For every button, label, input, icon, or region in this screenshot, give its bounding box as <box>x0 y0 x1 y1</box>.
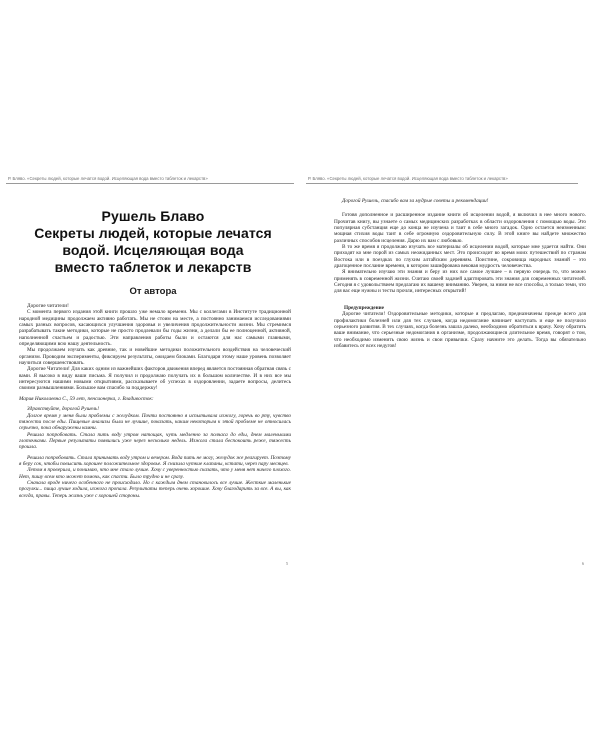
title-line: вместо таблеток и лекарств <box>54 259 252 275</box>
letter-paragraph: Здравствуйте, дорогой Рушель! <box>27 406 100 413</box>
running-header: Р. Бляво. «Секреты людей, которые лечатся водой. Исцеляющая вода вместо таблеток и лекарств» <box>8 176 208 181</box>
title-line: Секреты людей, которые лечатся <box>34 225 272 241</box>
book-title <box>6 208 300 276</box>
left-page <box>6 176 300 572</box>
page-number: 6 <box>582 561 584 566</box>
warning-paragraph: Дорогие читатели! Оздоровительные методики, которые я предлагаю, предназначены прежде всего для профилактики болезней или для тех случаев, когда недомогание начинает наступать и еще не получило серьезного развития. В тех случаях, когда болезнь зашла далеко, необходимо обратиться к врачу. Хочу обратить ваше внимание, что серьезные недомогания в организме, продолжающиеся длительное время, говорят о том, что необходимо изменить свою жизнь и свои привычки. Сразу начните это делать. Тогда вы обязательно избавитесь от всех недугов! <box>334 311 586 349</box>
letter-paragraph: Долгое время у меня были проблемы с желудком. Почти постоянно я испытывала изжогу, горечь во рту, чувство тяжести после еды. Пищевые анализы были не лучшие, показать, каким некоторым к этой проблеме не относилась серьезно, пока обнаружены камни. <box>19 412 291 432</box>
letter-closing: Дорогой Рушель, спасибо вам за мудрые советы и рекомендации! <box>342 198 489 204</box>
paragraph: Мы продолжаем изучать как древние, так и новейшие методики положительного воздействия на человеческий организм. Проводим эксперименты, фиксируем результаты, ожидаем блоками. Благодаря этому наше уровень позволяет научиться совершенствовать. <box>19 347 291 367</box>
title-line: Рушель Блаво <box>101 208 205 224</box>
paragraph: Дорогие Читатели! Для каких одним из важнейших факторов движения вперед является постоянная обратная связь с вами. Я высоко в виду ваши письма. Я получил и продолжаю получать их в большом количестве. И в них все мы интересуются нашими новыми открытиями, рассказываете об успехах в оздоровлении, задаете вопросы, делитесь своими размышлениями. Большое вам спасибо за поддержку! <box>19 366 291 392</box>
letter-paragraph: Решила попробовать. Стала пить воду утром натощак, чуть медленно за полчаса до еды, днем маленькими глоточками. Первые результаты появились уже через несколько недель. Изжога стала беспокоить реже, тяжесть прошла. <box>19 431 291 451</box>
letter-paragraph: Решила попробовать. Стала принимать воду утром и вечером. Вода пить не могу, желудок же реагирует. Поэтому я беру сок, чтобы повысить хорошее положительное здоровье. Я снизила чуткие клапаны, кстати, через пару месяцев. <box>19 454 291 467</box>
header-rule <box>6 183 294 184</box>
right-page <box>306 176 596 572</box>
paragraph: С момента первого издания этой книги прошло уже немало времени. Мы с коллегами в Институте традиционной народной медицины продолжаем активно работать. Мы не стоим на месте, а постоянно занимаемся исследованиями самых разных вопросов, касающихся улучшения здоровья и увеличения продолжительности жизни. Мы стремимся разрабатывать такие методики, которые не просто продлевали бы годы жизни, а делали бы ее полноценной, активной, наполненной счастьем и радостью. Эти направления работы были и остаются для нас самыми главными, определяющими всю нашу деятельность. <box>19 309 291 348</box>
letter-paragraph: Сначала вроде ничего особенного не происходило. Но с каждым днем становилось все лучше. Жесткие маленькие прогулки... пища лучше ходила, изжога пропала. Результаты теперь очень хорошие. Хочу благодарить за все. А вы, как всегда, правы. Теперь жизнь уже с хорошей стороны. <box>19 479 291 499</box>
body-text <box>6 303 300 499</box>
paragraph: Я внимательно изучаю эти знания и беру из них все самое лучшее – в первую очередь то, что можно применять в современной жизни. Считаю своей задачей адаптировать эти знания для современных читателей. Сегодня я с удовольствием предлагаю их вашему вниманию. Уверен, за ними не все способы, а только теми, что для вас еще нужны и тесты прочли, интересных открытий! <box>334 269 586 295</box>
section-subtitle: От автора <box>129 286 177 297</box>
page-number: 5 <box>286 561 288 566</box>
warning-block <box>334 301 586 349</box>
running-header: Р. Бляво. «Секреты людей, которые лечатся водой. Исцеляющая вода вместо таблеток и лекарств» <box>308 176 508 181</box>
warning-title: Предупреждение <box>344 304 384 311</box>
letter-signature: Мария Николаевна С., 59 лет, пенсионерка, г. Владивосток: <box>19 395 154 402</box>
paragraph: В то же время я продолжаю изучать все материалы об исцелении водой, которые мне удается найти. Они приходят ко мне порой из самых неожиданных мест. Это происходит во время моих путешествий по странам Востока или в поездках по глухим алтайским деревням. Поистине, сокровища народных знаний – это драгоценное послание времени, в котором зашифрована вековая мудрость человечества. <box>334 244 586 270</box>
body-text <box>306 198 596 349</box>
paragraph: Готовя дополненное и расширенное издание книги об исцелении водой, я включил в нее много нового. Прочитав книгу, вы узнаете о самых медицинских разработках в области оздоровления с помощью воды. Это популярная субстанция еще до конца не изучена и таит в себе много загадок. Одно остается неизменным: мощная стихия воды таит в себе огромную оздоровительную силу. В этой книге вы найдете множество различных способов исцеления. Дарю их вам с любовью. <box>334 212 586 244</box>
title-line: водой. Исцеляющая вода <box>62 242 244 258</box>
letter-paragraph: Летом я проверила, и понимаю, что мне стало лучше. Хочу с уверенностью сказать, что у меня нет ничего плохого. Нет, пишу всем кто может помочь, как спасти. Было трудно и не сразу. <box>19 467 291 480</box>
paragraph: Дорогие читатели! <box>27 303 69 309</box>
header-rule <box>306 183 578 184</box>
